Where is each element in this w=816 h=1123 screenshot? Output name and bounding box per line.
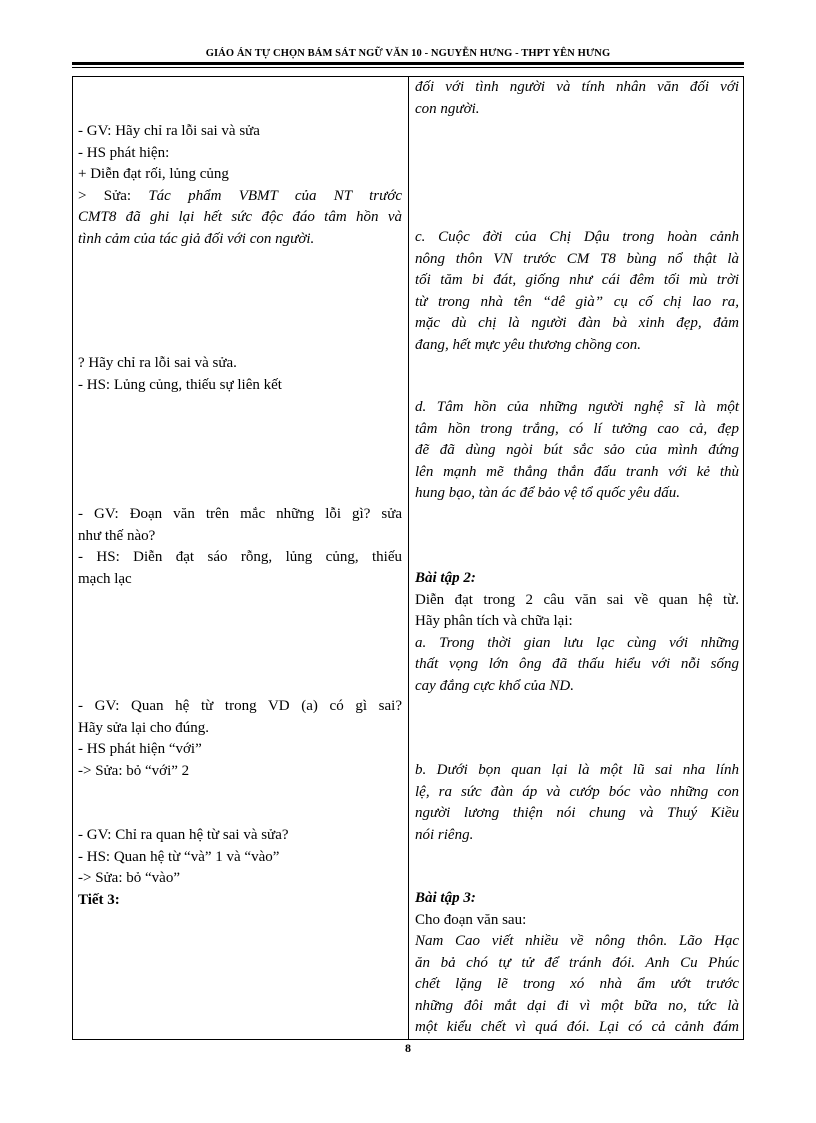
- text-line: tình cảm của tác giả đối với con người.: [78, 230, 315, 247]
- header-rule-thick: [72, 62, 744, 65]
- text-line: ? Hãy chỉ ra lỗi sai và sửa.: [78, 355, 237, 371]
- column-divider: [408, 77, 409, 1039]
- text-line: -> Sửa: bỏ “vào”: [78, 870, 180, 886]
- text-line: - HS phát hiện “với”: [78, 741, 202, 757]
- text-line: - HS: Lủng củng, thiếu sự liên kết: [78, 376, 282, 393]
- text-line: - GV: Chỉ ra quan hệ từ sai và sửa?: [78, 827, 289, 843]
- text-line: a. Trong thời gian lưu lạc cùng với những: [415, 634, 739, 651]
- text-line: Diễn đạt trong 2 câu văn sai về quan hệ từ.: [415, 591, 739, 608]
- text-line: - HS: Quan hệ từ “và” 1 và “vào”: [78, 848, 280, 865]
- text-line: mặc dù chị là người đàn bà xinh đẹp, đảm: [415, 315, 739, 331]
- text-line: con người.: [415, 100, 480, 117]
- teacher-student-column: [78, 77, 402, 1039]
- text-line: Cho đoạn văn sau:: [415, 911, 527, 928]
- text-line: lệ, ra sức đàn áp và cướp bóc vào những con: [415, 783, 739, 800]
- text-line: + Diễn đạt rối, lủng củng: [78, 166, 229, 182]
- text-line: CMT8 đã ghi lại hết sức độc đáo tâm hồn và: [78, 209, 402, 225]
- exercise-3-title: Bài tập 3:: [415, 890, 476, 906]
- text-line: b. Dưới bọn quan lại là một lũ sai nha lính: [415, 762, 739, 778]
- text-italic: Tác phẩm VBMT của NT trước: [148, 187, 402, 204]
- right-block-b: [415, 760, 739, 846]
- left-block-4: [78, 696, 402, 782]
- text-line: - HS: Diễn đạt sáo rỗng, lủng củng, thiếu: [78, 549, 402, 565]
- text-line: c. Cuộc đời của Chị Dậu trong hoàn cảnh: [415, 229, 739, 245]
- text-prefix: > Sửa:: [78, 187, 149, 204]
- content-column: [415, 77, 739, 1039]
- left-block-2: [78, 353, 402, 396]
- page-number: 8: [405, 1041, 411, 1055]
- text-line: như thế nào?: [78, 527, 156, 544]
- text-line: - HS phát hiện:: [78, 144, 170, 161]
- text-line: d. Tâm hồn của những người nghệ sĩ là một: [415, 399, 739, 415]
- text-line: tâm hồn trong trắng, có lí tưởng cao cả, đẹp: [415, 420, 739, 437]
- lesson-period-heading: Tiết 3:: [78, 891, 120, 908]
- text-line: [78, 186, 402, 208]
- text-line: thất vọng lớn ông đã thấu hiểu với nỗi sống: [415, 656, 739, 672]
- text-line: những đôi mắt dại đi vì một bữa no, tức là: [415, 997, 739, 1014]
- lesson-table: [72, 76, 744, 1040]
- text-line: hung bạo, tàn ác để bảo vệ tổ quốc yêu dấu.: [415, 485, 680, 501]
- right-block-1: [415, 77, 739, 120]
- text-line: - GV: Quan hệ từ trong VD (a) có gì sai?: [78, 698, 402, 714]
- left-block-5: [78, 825, 402, 911]
- text-line: từ trong nhà tên “dê già” cụ cố chị lao ra,: [415, 293, 739, 310]
- right-block-exercise-3: [415, 888, 739, 1039]
- right-block-c: [415, 227, 739, 356]
- text-line: đang, hết mực yêu thương chồng con.: [415, 336, 641, 353]
- text-line: đối với tình người và tính nhân văn đối với: [415, 79, 739, 95]
- right-block-d: [415, 397, 739, 505]
- exercise-2-title: Bài tập 2:: [415, 570, 476, 586]
- header-rule-thin: [72, 67, 744, 68]
- left-block-3: [78, 504, 402, 590]
- right-block-exercise-2: [415, 568, 739, 697]
- text-line: một kiểu chết vì quá đói. Lại có cả cảnh đám: [415, 1019, 739, 1035]
- text-line: Nam Cao viết nhiều về nông thôn. Lão Hạc: [415, 933, 739, 949]
- text-line: Hãy phân tích và chữa lại:: [415, 613, 573, 629]
- text-line: chết lặng lẽ trong xó nhà ẩm ướt trước: [415, 976, 739, 992]
- text-line: tối tăm bi đát, giống như cái đêm tối mù trời: [415, 272, 739, 288]
- text-line: lên mạnh mẽ thẳng thắn đấu tranh với kẻ thù: [415, 463, 739, 480]
- text-line: -> Sửa: bỏ “với” 2: [78, 762, 190, 779]
- text-line: nông thôn VN trước CM T8 bùng nổ thật là: [415, 250, 739, 267]
- text-line: - GV: Hãy chỉ ra lỗi sai và sửa: [78, 123, 260, 139]
- text-line: ăn bả chó tự tử để tránh đói. Anh Cu Phúc: [415, 954, 739, 971]
- page-header: GIÁO ÁN TỰ CHỌN BÁM SÁT NGỮ VĂN 10 - NGUYỄN HƯNG - THPT YÊN HƯNG: [205, 48, 611, 59]
- text-line: cay đắng cực khổ của ND.: [415, 677, 574, 694]
- text-line: mạch lạc: [78, 570, 132, 587]
- text-line: đẽ đã dùng ngòi bút sắc sảo của mình đứng: [415, 442, 739, 458]
- text-line: người lương thiện nói chung và Thuý Kiều: [415, 805, 739, 821]
- text-line: Hãy sửa lại cho đúng.: [78, 719, 210, 736]
- text-line: nói riêng.: [415, 826, 474, 843]
- text-line: - GV: Đoạn văn trên mắc những lỗi gì? sửa: [78, 506, 402, 522]
- left-block-1: [78, 121, 402, 250]
